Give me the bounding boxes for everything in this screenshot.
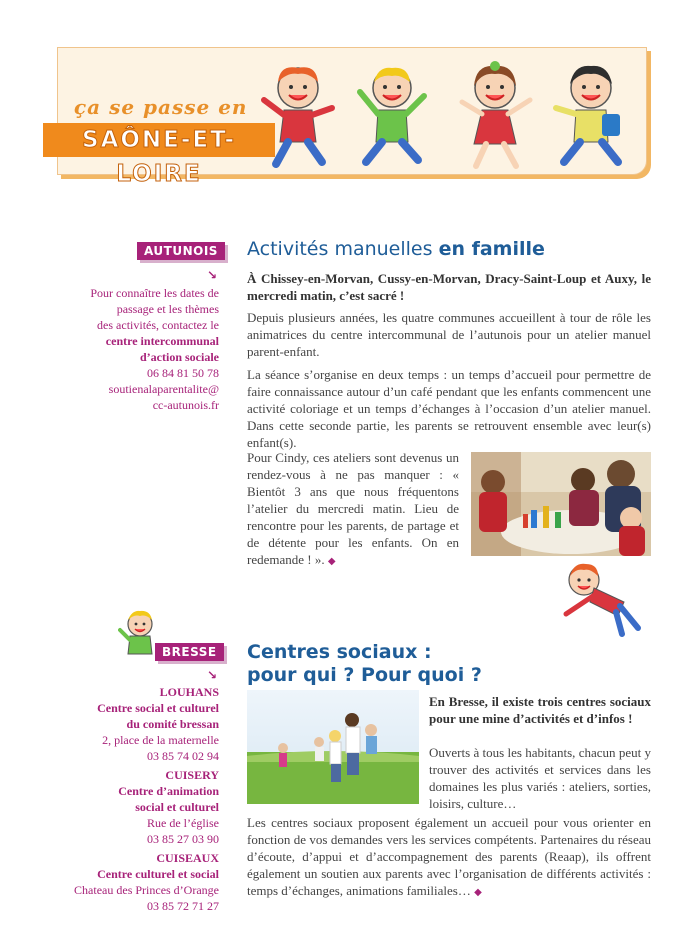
banner-title: SAÔNE-ET-LOIRE	[82, 127, 236, 187]
end-diamond-icon: ◆	[327, 556, 336, 567]
child-drawing-2	[352, 62, 432, 172]
banner-title-box	[43, 123, 275, 187]
autunois-paragraph-1: Depuis plusieurs années, les quatre communes accueillent à tour de rôle les animatrices du centre intercommunal de l’autunois pour un atelier manuel parent-enfant.	[247, 310, 651, 359]
autunois-email-1[interactable]: soutienalaparentalite@	[108, 382, 219, 396]
autunois-lead: À Chissey-en-Morvan, Cussy-en-Morvan, Dracy-Saint-Loup et Auxy, le mercredi matin, c’est sacré !	[247, 271, 651, 303]
child-drawing-4	[548, 58, 634, 172]
louhans-address: 2, place de la maternelle	[102, 733, 219, 747]
autunois-phone: 06 84 81 50 78	[147, 366, 219, 380]
autunois-quote	[247, 449, 459, 570]
autunois-side-line-1: Pour connaître les dates de	[90, 286, 219, 300]
cuiseaux-city: CUISEAUX	[156, 851, 219, 865]
child-drawing-3	[452, 58, 538, 172]
bresse-title-line-2: pour qui ? Pour quoi ?	[247, 664, 482, 686]
bresse-tag: BRESSE	[155, 643, 224, 661]
cuiseaux-address: Chateau des Princes d’Orange	[74, 883, 219, 897]
autunois-email-2[interactable]: cc-autunois.fr	[152, 398, 219, 412]
bresse-paragraph-2	[247, 814, 651, 901]
bresse-lead: En Bresse, il existe trois centres sociaux pour une mine d’activités et d’infos !	[429, 694, 651, 726]
cuisery-name-2: social et culturel	[135, 800, 219, 814]
banner-tagline: ça se passe en	[74, 95, 248, 119]
bresse-paragraph-2-text: Les centres sociaux proposent également un accueil pour vous orienter en fonction de vos demandes vers les services compétents. Partenaires du réseau d’écoute, d’appui et d’accompagnement des parents (Reaap), ils offrent également un soutien aux parents avec l’organisation de différents activités : temps d’échanges, animations familiales…	[247, 815, 651, 898]
bresse-paragraph-1: Ouverts à tous les habitants, chacun peut y trouver des activités et services dans les domaines les plus variés : ateliers, sorties, loisirs, culture…	[429, 745, 651, 811]
workshop-photo	[471, 452, 651, 556]
cuisery-phone: 03 85 27 03 90	[147, 832, 219, 846]
autunois-title	[247, 238, 545, 261]
child-drawing-5	[560, 558, 644, 638]
autunois-side-line-2: passage et les thèmes	[116, 302, 219, 316]
bresse-title	[247, 641, 482, 687]
autunois-title-regular: Activités manuelles	[247, 238, 439, 260]
autunois-quote-text: Pour Cindy, ces ateliers sont devenus un rendez-vous à ne pas manquer : « Bientôt 3 ans que nous fréquentons l’atelier du mercredi matin. Lieu de rencontre pour les parents, de partage et de détente pour les enfants. On en redemande ! ».	[247, 450, 459, 567]
autunois-paragraph-2: La séance s’organise en deux temps : un temps d’accueil pour permettre de faire connaissance autour d’un café pendant que les enfants commencent une activité coloriage et un temps d’échanges à l’occasion d’un atelier manuel. Dans cette seconde partie, les parents se retrouvent ensemble avec leur(s) enfant(s).	[247, 367, 651, 450]
autunois-tag: AUTUNOIS	[137, 242, 225, 260]
autunois-contact	[90, 285, 219, 413]
autunois-side-line-3: des activités, contactez le	[97, 318, 219, 332]
bresse-contacts	[74, 684, 219, 914]
cuiseaux-name: Centre culturel et social	[97, 867, 219, 881]
bresse-title-line-1: Centres sociaux :	[247, 641, 432, 663]
cuisery-address: Rue de l’église	[147, 816, 219, 830]
autunois-arrow-icon: ↘	[207, 268, 218, 282]
cuisery-city: CUISERY	[165, 768, 219, 782]
louhans-phone: 03 85 74 02 94	[147, 749, 219, 763]
louhans-name-1: Centre social et culturel	[97, 701, 219, 715]
autunois-title-bold: en famille	[438, 238, 545, 260]
autunois-side-bold-2: d’action sociale	[140, 350, 219, 364]
bresse-arrow-icon: ↘	[207, 668, 218, 682]
family-photo	[247, 690, 419, 804]
autunois-side-bold-1: centre intercommunal	[105, 334, 219, 348]
cuiseaux-phone: 03 85 72 71 27	[147, 899, 219, 913]
louhans-name-2: du comité bressan	[126, 717, 219, 731]
louhans-city: LOUHANS	[159, 685, 219, 699]
cuisery-name-1: Centre d’animation	[118, 784, 219, 798]
end-diamond-icon: ◆	[474, 887, 482, 898]
